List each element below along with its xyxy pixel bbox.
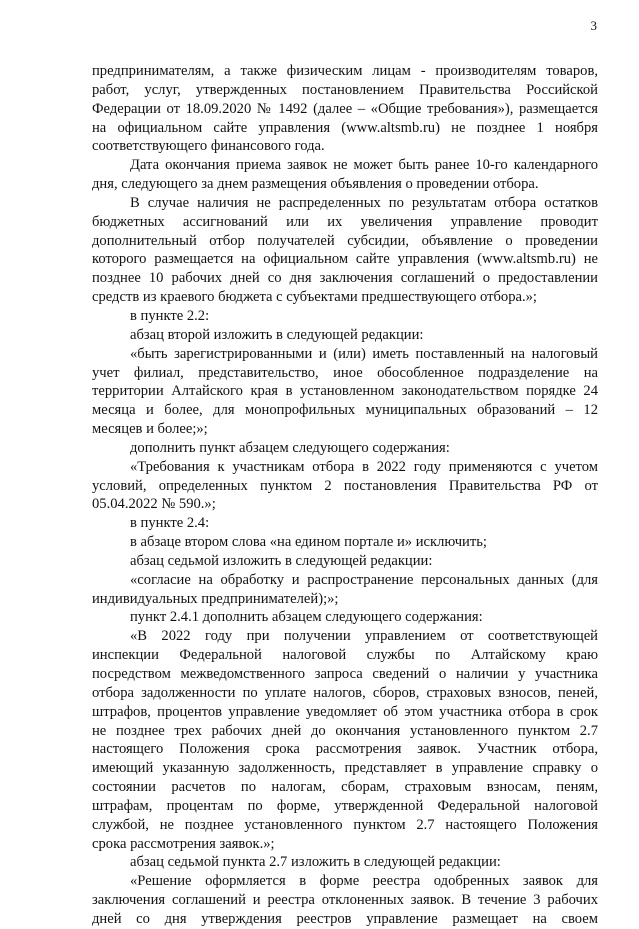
text-line: месяца и более, для монопрофильных муниципальных образований – 12 [92, 402, 598, 419]
text-line: службой, не позднее установленного пунктом 2.7 настоящего Положения [92, 816, 598, 833]
paragraph [92, 62, 598, 156]
paragraph [92, 533, 598, 552]
text-line: посредством межведомственного запроса сведений о наличии у участника [92, 666, 598, 682]
text-line: бюджетных ассигнований или их увеличения управление проводит [92, 213, 598, 230]
text-line: предпринимателям, а также физическим лицам - производителям товаров, [92, 63, 598, 79]
text-line: заключения соглашений и реестра отклоненных заявок. В течение 3 рабочих [92, 892, 598, 909]
text-line: позднее 10 рабочих дней со дня заключения соглашений о предоставлении [92, 270, 598, 287]
paragraph [92, 872, 598, 929]
paragraph [92, 608, 598, 627]
paragraph [92, 853, 598, 872]
paragraph [92, 194, 598, 307]
text-line: дополнительный отбор получателей субсидии, объявление о проведении [92, 232, 598, 249]
text-line: в пункте 2.4: [130, 515, 210, 532]
document-body [92, 62, 598, 929]
paragraph [92, 439, 598, 458]
text-line: абзац седьмой пункта 2.7 изложить в следующей редакции: [130, 854, 501, 871]
text-line: «Требования к участникам отбора в 2022 году применяются с учетом [130, 458, 598, 475]
text-line: абзац седьмой изложить в следующей редакции: [130, 552, 433, 569]
paragraph [92, 552, 598, 571]
text-line: на официальном сайте управления (www.altsmb.ru) не позднее 1 ноября [92, 119, 598, 136]
text-line: в абзаце втором слова «на едином портале и» исключить; [130, 534, 487, 551]
text-line: не позднее трех рабочих дней до окончания установленного пунктом 2.7 [92, 722, 598, 739]
paragraph [92, 571, 598, 609]
text-line: 05.04.2022 № 590.»; [92, 496, 216, 513]
text-line: в пункте 2.2: [130, 307, 210, 324]
text-line: абзац второй изложить в следующей редакции: [130, 326, 424, 343]
text-line: «согласие на обработку и распространение персональных данных (для [130, 571, 598, 588]
text-line: дня, следующего за днем размещения объявления о проведении отбора. [92, 176, 539, 193]
text-line: Федерации от 18.09.2020 № 1492 (далее – «Общие требования»), размещается [92, 100, 598, 117]
text-line: Дата окончания приема заявок не может быть ранее 10-го календарного [130, 157, 598, 174]
text-line: учет филиал, представительство, иное обособленное подразделение на [92, 364, 598, 381]
text-line: работ, услуг, утвержденных постановлением Правительства Российской [92, 81, 598, 98]
page-number: 3 [590, 18, 597, 33]
text-line: штрафов, процентов управление уведомляет об этом участника отбора в срок [92, 703, 598, 720]
paragraph [92, 627, 598, 853]
text-line: инспекции Федеральной налоговой службы по Алтайскому краю [92, 647, 598, 664]
text-line: индивидуальных предпринимателей);»; [92, 590, 339, 607]
paragraph [92, 307, 598, 326]
text-line: В случае наличия не распределенных по результатам отбора остатков [130, 194, 598, 211]
paragraph [92, 514, 598, 533]
text-line: штрафам, процентам по форме, утвержденной Федеральной налоговой [92, 797, 598, 814]
paragraph [92, 326, 598, 345]
paragraph [92, 345, 598, 439]
text-line: месяцев и более;»; [92, 421, 208, 438]
text-line: дней со дня утверждения реестров управление размещает на своем [92, 910, 598, 927]
paragraph [92, 458, 598, 515]
text-line: соответствующего финансового года. [92, 138, 325, 155]
text-line: дополнить пункт абзацем следующего содержания: [130, 439, 450, 456]
text-line: состоянии расчетов по налогам, сборам, страховым взносам, пеням, [92, 779, 598, 796]
text-line: «В 2022 году при получении управлением от соответствующей [130, 628, 598, 645]
paragraph [92, 156, 598, 194]
text-line: отбора задолженности по уплате налогов, сборов, страховых взносов, пеней, [92, 684, 598, 701]
text-line: «быть зарегистрированными и (или) иметь поставленный на налоговый [130, 345, 598, 362]
text-line: средств из краевого бюджета с субъектами предшествующего отбора.»; [92, 289, 537, 306]
text-line: которого размещается на официальном сайте управления (www.altsmb.ru) не [92, 251, 598, 268]
text-line: пункт 2.4.1 дополнить абзацем следующего содержания: [130, 609, 483, 626]
text-line: срока рассмотрения заявок.»; [92, 835, 275, 852]
text-line: условий, определенных пунктом 2 постановления Правительства РФ от [92, 477, 598, 494]
text-line: настоящего Положения срока рассмотрения заявок. Участник отбора, [92, 741, 598, 758]
text-line: имеющий указанную задолженность, представляет в управление справку о [92, 760, 598, 777]
text-line: территории Алтайского края в установленном законодательством порядке 24 [92, 383, 598, 400]
text-line: «Решение оформляется в форме реестра одобренных заявок для [130, 873, 598, 890]
